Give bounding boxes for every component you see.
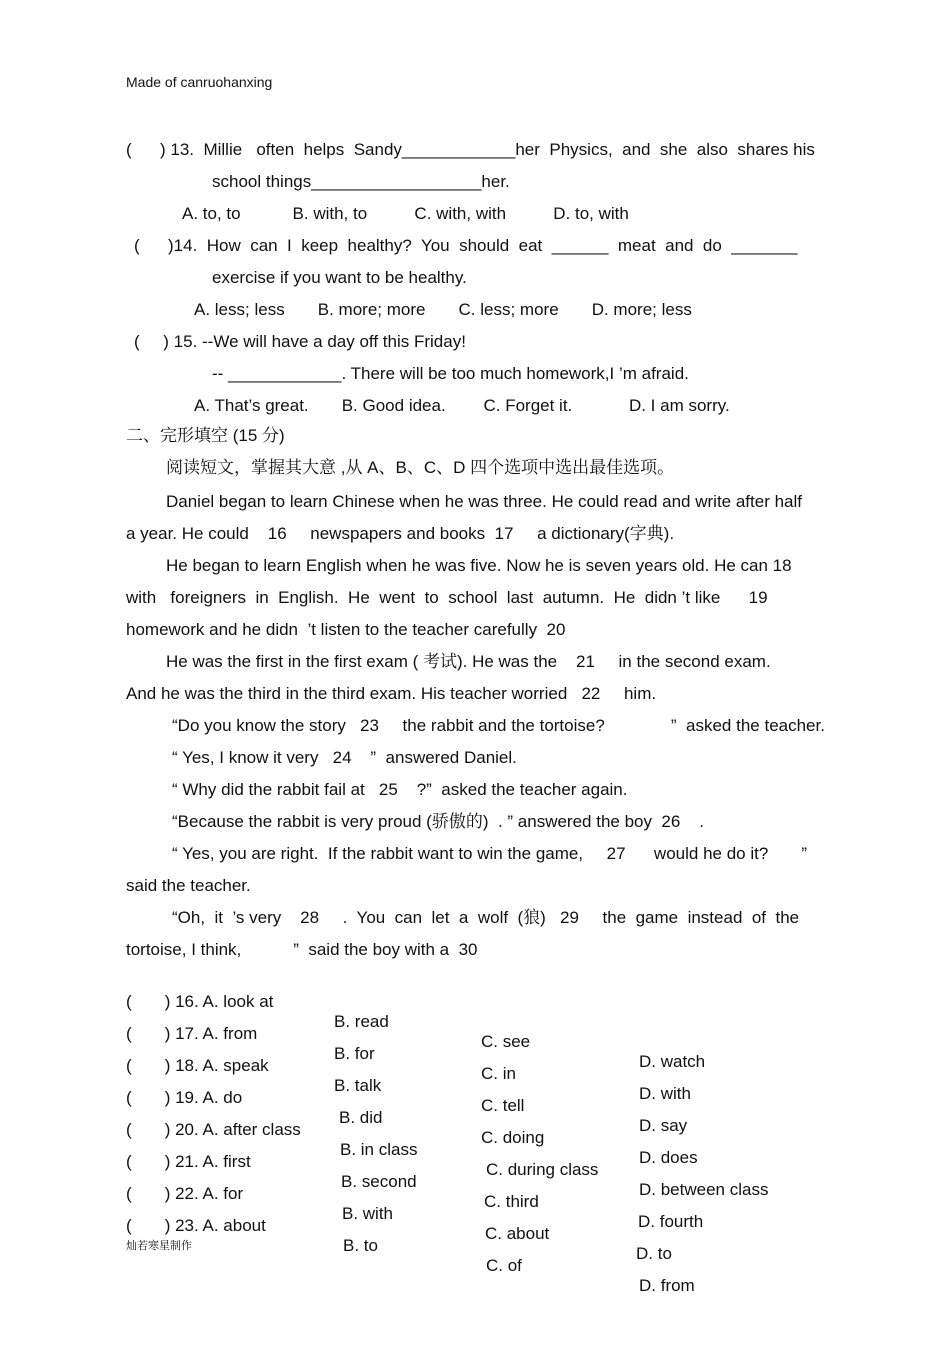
option-c: C. doing <box>481 1128 545 1147</box>
option-b: B. read <box>334 1012 389 1031</box>
passage-line: “Oh, it ’s very 28 . You can let a wolf (狼) 29 the game instead of the <box>172 908 800 927</box>
option-b: B. for <box>334 1044 375 1063</box>
option-a: ( ) 22. A. for <box>126 1184 244 1203</box>
option-d: D. fourth <box>638 1212 704 1231</box>
passage-line: Daniel began to learn Chinese when he was three. He could read and write after half <box>166 492 802 511</box>
section-heading: 二、完形填空 (15 分) <box>126 426 285 445</box>
option-a: ( ) 23. A. about <box>126 1216 266 1235</box>
passage-line: “ Yes, you are right. If the rabbit want to win the game, 27 would he do it? ” <box>172 844 808 863</box>
option-a: ( ) 19. A. do <box>126 1088 243 1107</box>
option-b: B. with <box>342 1204 394 1223</box>
option-c: C. during class <box>486 1160 599 1179</box>
option-a: ( ) 20. A. after class <box>126 1120 301 1139</box>
option-c: C. tell <box>481 1096 525 1115</box>
question-15-cont: -- ____________. There will be too much homework,I ’m afraid. <box>212 364 689 383</box>
option-d: D. from <box>639 1276 695 1295</box>
passage-line: with foreigners in English. He went to school last autumn. He didn ’t like 19 <box>126 588 768 607</box>
section-instruction: 阅读短文，掌握其大意 ,从 A、B、C、D 四个选项中选出最佳选项。 <box>166 458 675 477</box>
passage-line: He began to learn English when he was five. Now he is seven years old. He can 18 <box>166 556 792 575</box>
question-14-options: A. less; less B. more; more C. less; more D. more; less <box>194 300 692 319</box>
page-header: Made of canruohanxing <box>126 74 273 90</box>
option-d: D. say <box>639 1116 688 1135</box>
passage-line: And he was the third in the third exam. His teacher worried 22 him. <box>126 684 657 703</box>
question-13: ( ) 13. Millie often helps Sandy____________her Physics, and she also shares his <box>126 140 815 159</box>
option-d: D. to <box>636 1244 672 1263</box>
option-d: D. watch <box>639 1052 706 1071</box>
passage-line: He was the first in the first exam ( 考试). He was the 21 in the second exam. <box>166 652 771 671</box>
option-b: B. did <box>339 1108 383 1127</box>
option-a: ( ) 17. A. from <box>126 1024 258 1043</box>
passage-line: “ Yes, I know it very 24 ” answered Daniel. <box>172 748 517 767</box>
passage-line: a year. He could 16 newspapers and books 17 a dictionary(字典). <box>126 524 675 543</box>
option-d: D. with <box>639 1084 691 1103</box>
page-footer: 灿若寒星制作 <box>126 1240 192 1252</box>
option-b: B. to <box>343 1236 378 1255</box>
passage-line: “Because the rabbit is very proud (骄傲的) . ” answered the boy 26 . <box>172 812 704 831</box>
option-b: B. second <box>341 1172 417 1191</box>
option-a: ( ) 18. A. speak <box>126 1056 269 1075</box>
question-13-options: A. to, to B. with, to C. with, with D. to, with <box>182 204 629 223</box>
option-c: C. of <box>486 1256 522 1275</box>
passage-line: “ Why did the rabbit fail at 25 ?” asked the teacher again. <box>172 780 628 799</box>
question-15-options: A. That’s great. B. Good idea. C. Forget it. D. I am sorry. <box>194 396 730 415</box>
question-15: ( ) 15. --We will have a day off this Friday! <box>134 332 466 351</box>
option-a: ( ) 21. A. first <box>126 1152 251 1171</box>
option-c: C. in <box>481 1064 516 1083</box>
question-14-cont: exercise if you want to be healthy. <box>212 268 467 287</box>
option-b: B. talk <box>334 1076 382 1095</box>
question-14: ( )14. How can I keep healthy? You should eat ______ meat and do _______ <box>134 236 798 255</box>
passage-line: tortoise, I think, ” said the boy with a 30 <box>126 940 478 959</box>
option-d: D. between class <box>639 1180 769 1199</box>
passage-line: “Do you know the story 23 the rabbit and the tortoise? ” asked the teacher. <box>172 716 825 735</box>
passage-line: homework and he didn ’t listen to the teacher carefully 20 <box>126 620 566 639</box>
option-c: C. see <box>481 1032 531 1051</box>
question-13-cont: school things__________________her. <box>212 172 510 191</box>
passage-line: said the teacher. <box>126 876 251 895</box>
option-a: ( ) 16. A. look at <box>126 992 274 1011</box>
option-b: B. in class <box>340 1140 418 1159</box>
option-c: C. about <box>485 1224 550 1243</box>
option-c: C. third <box>484 1192 539 1211</box>
option-d: D. does <box>639 1148 698 1167</box>
